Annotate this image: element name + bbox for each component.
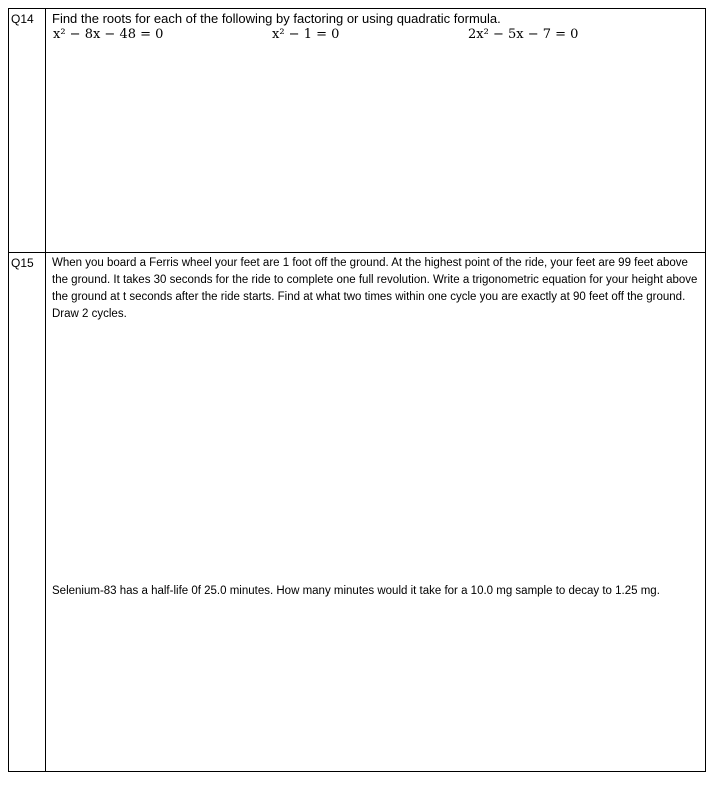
ferris-wheel-prompt: When you board a Ferris wheel your feet are 1 foot off the ground. At the highest point of the ride, your feet are 99 feet above the ground. It takes 30 seconds for the ride to complete one full revolution. Write a trigonometric equation for your height above the ground at t seconds after the ride starts. Find at what two times within one cycle you are exactly at 90 feet off the ground. Draw 2 cycles. (52, 257, 698, 320)
question-number-cell (9, 9, 46, 252)
question-number-cell (9, 253, 46, 771)
question-row-q14 (9, 9, 705, 253)
equation-1: x² − 8x − 48 = 0 (53, 27, 164, 42)
selenium-prompt: Selenium-83 has a half-life 0f 25.0 minutes. How many minutes would it take for a 10.0 mg sample to decay to 1.25 mg. (52, 585, 660, 597)
question-row-q15 (9, 253, 705, 771)
equation-3: 2x² − 5x − 7 = 0 (468, 27, 579, 42)
worksheet-table (8, 8, 706, 772)
question-number: Q14 (11, 12, 34, 26)
question-number: Q15 (11, 256, 34, 270)
question-prompt: Find the roots for each of the following by factoring or using quadratic formula. (52, 11, 501, 26)
equation-2: x² − 1 = 0 (272, 27, 340, 42)
